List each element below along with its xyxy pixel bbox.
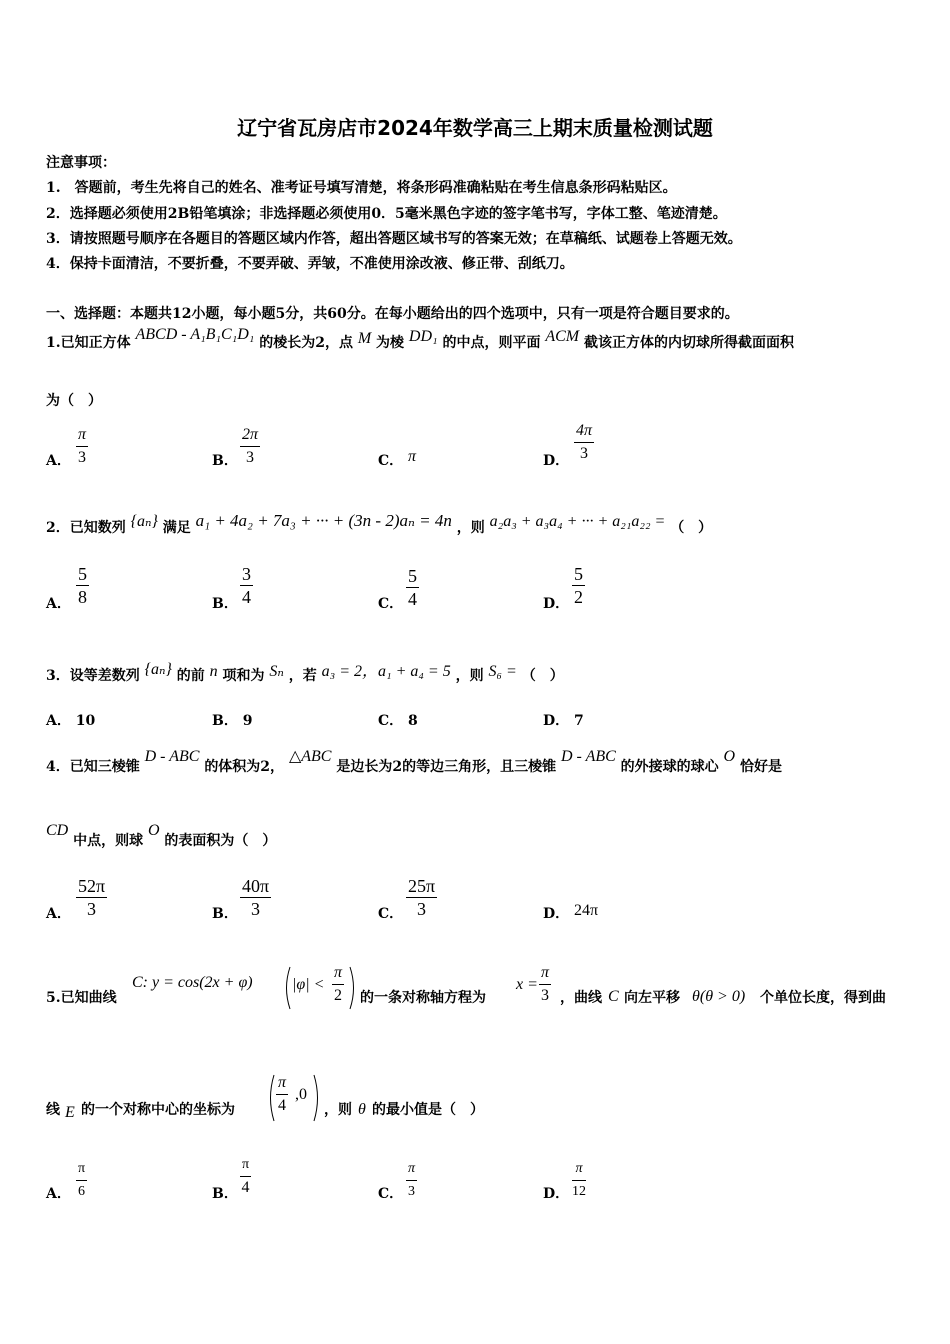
q5-axis-fraction: $\frac{\pi}{3}$ <box>541 964 550 1004</box>
q1-option-b-label: B． <box>212 453 238 469</box>
q5-condition-fraction: $\frac{\pi}{2}$ <box>334 964 343 1004</box>
q4-option-b-label: B． <box>212 906 238 922</box>
question-3 <box>46 662 564 685</box>
q5-option-c-label: C． <box>378 1186 404 1202</box>
q4-segment-cd: CD <box>46 822 69 839</box>
q3-text-3: 项和为 <box>222 668 265 684</box>
q1-option-a-value: $\frac{\pi}{3}$ <box>78 426 87 466</box>
question-1-line-1 <box>46 326 794 352</box>
q1-edge: DD₁ <box>408 328 438 345</box>
q5-left-paren <box>282 966 292 1010</box>
q1-text-1: 1.已知正方体 <box>46 335 131 351</box>
q3-s6: S₆ = <box>488 663 517 680</box>
q1-option-d-label: D． <box>543 453 570 469</box>
q2-option-a-label: A． <box>46 596 71 612</box>
q5-option-d-value: $\frac{\pi}{12}$ <box>572 1158 586 1203</box>
q4-pyramid-2: D - ABC <box>560 748 616 765</box>
q4-option-d-label: D． <box>543 906 570 922</box>
q4-option-c-value: $\frac{25\pi}{3}$ <box>408 876 436 919</box>
q5-curve: C: y = cos(2x + φ) <box>132 974 253 991</box>
q4-pyramid: D - ABC <box>144 748 200 765</box>
question-1-line-2: 为（ ） <box>46 393 102 409</box>
q2-option-d-value: $\frac{5}{2}$ <box>574 564 583 607</box>
q5-axis: x = <box>516 976 538 993</box>
q3-text-5: ，则 <box>455 668 484 684</box>
q5-center-tail: ,0 <box>295 1086 307 1103</box>
q5-text-4: 向左平移 <box>624 990 680 1006</box>
q5-center-left-paren <box>266 1074 276 1122</box>
q5-option-b-label: B． <box>212 1186 238 1202</box>
q5-option-d-label: D． <box>543 1186 570 1202</box>
q5-text-7: 的一个对称中心的坐标为 <box>81 1102 235 1118</box>
q4-option-b-value: $\frac{40\pi}{3}$ <box>242 876 270 919</box>
q5-option-b-value: $\frac{\pi}{4}$ <box>240 1154 251 1199</box>
q4-text-1: 4．已知三棱锥 <box>46 759 140 775</box>
notice-heading: 注意事项： <box>46 155 116 171</box>
q3-text-4: ，若 <box>288 668 317 684</box>
q5-text-2: 的一条对称轴方程为 <box>360 990 486 1006</box>
q5-text-5: 个单位长度，得到曲 <box>760 990 886 1006</box>
q3-option-b: B． 9 <box>212 713 253 729</box>
q4-text-7: 的表面积为（ ） <box>164 833 277 849</box>
q4-text-6: 中点，则球 <box>73 833 144 849</box>
q3-text-6: （ ） <box>521 668 564 684</box>
q4-center-o: O <box>723 748 736 765</box>
q4-text-4: 的外接球的球心 <box>620 759 719 775</box>
q1-text-5: 截该正方体的内切球所得截面面积 <box>584 335 794 351</box>
q5-text-3: ，曲线 <box>560 990 602 1006</box>
q3-text-1: 3．设等差数列 <box>46 668 140 684</box>
q2-equation: a₁ + 4a₂ + 7a₃ + ··· + (3n - 2)aₙ = 4n <box>195 511 452 530</box>
section-heading: 一、选择题：本题共12小题，每小题5分，共60分。在每小题给出的四个选项中，只有一项是符合题目要求的。 <box>46 306 739 322</box>
q4-text-2: 的体积为2， <box>204 759 285 775</box>
q5-text-8: ，则 <box>324 1102 352 1118</box>
q1-option-c-label: C． <box>378 453 404 469</box>
q4-option-d-value: 24π <box>574 902 599 919</box>
q1-option-b-value: $\frac{2\pi}{3}$ <box>242 426 259 466</box>
q1-text-3: 为棱 <box>376 335 405 351</box>
q5-text-9: 的最小值是（ ） <box>372 1102 484 1118</box>
q3-option-a: A． 10 <box>46 713 96 729</box>
q5-text-6: 线 <box>46 1102 60 1118</box>
q1-point-m: M <box>357 330 372 347</box>
q4-option-a-value: $\frac{52\pi}{3}$ <box>78 876 106 919</box>
q2-option-c-label: C． <box>378 596 404 612</box>
q4-option-c-label: C． <box>378 906 404 922</box>
notice-item-1: 1. 答题前，考生先将自己的姓名、准考证号填写清楚，将条形码准确粘贴在考生信息条形码粘贴区。 <box>46 180 677 196</box>
q3-option-c: C． 8 <box>378 713 418 729</box>
q2-option-c-value: $\frac{5}{4}$ <box>408 566 417 609</box>
q1-text-4: 的中点，则平面 <box>442 335 541 351</box>
q3-sn: Sₙ <box>269 663 284 680</box>
q4-text-3: 是边长为2的等边三角形，且三棱锥 <box>336 759 557 775</box>
q5-option-a-value: $\frac{\pi}{6}$ <box>76 1158 87 1203</box>
q2-option-a-value: $\frac{5}{8}$ <box>78 564 87 607</box>
q5-center-right-paren <box>312 1074 322 1122</box>
q5-condition: |φ| < <box>292 976 325 993</box>
q2-option-b-value: $\frac{3}{4}$ <box>242 564 251 607</box>
q4-sphere-o: O <box>147 822 160 839</box>
q2-option-d-label: D． <box>543 596 570 612</box>
q1-option-c-value: π <box>408 448 417 465</box>
q2-text-3: ，则 <box>456 520 485 536</box>
q1-plane: ACM <box>545 328 580 345</box>
page-title: 辽宁省瓦房店市2024年数学高三上期末质量检测试题 <box>237 116 713 140</box>
notice-item-3: 3．请按照题号顺序在各题目的答题区域内作答，超出答题区域书写的答案无效；在草稿纸、试题卷上答题无效。 <box>46 231 742 247</box>
q4-triangle: △ABC <box>288 748 332 765</box>
q2-text-1: 2．已知数列 <box>46 520 126 536</box>
q3-n: n <box>209 663 218 680</box>
q2-text-4: （ ） <box>670 520 713 536</box>
q5-right-paren <box>348 966 358 1010</box>
q2-sequence: {aₙ} <box>130 513 158 530</box>
q5-theta: θ <box>358 1101 366 1118</box>
notice-item-4: 4．保持卡面清洁，不要折叠，不要弄破、弄皱，不准使用涂改液、修正带、刮纸刀。 <box>46 256 574 272</box>
q5-text-1: 5.已知曲线 <box>46 990 117 1006</box>
q1-cube: ABCD - A₁B₁C₁D₁ <box>135 326 255 343</box>
q5-option-a-label: A． <box>46 1186 71 1202</box>
q2-sum: a₂a₃ + a₃a₄ + ··· + a₂₁a₂₂ = <box>489 513 666 530</box>
q1-option-d-value: $\frac{4\pi}{3}$ <box>576 422 593 462</box>
q4-text-5: 恰好是 <box>739 759 782 775</box>
q5-option-c-value: $\frac{\pi}{3}$ <box>406 1158 417 1203</box>
q5-curve-e: E <box>65 1104 75 1121</box>
q5-curve-c: C <box>608 988 619 1005</box>
question-4-line-2 <box>46 822 277 850</box>
q1-text-2: 的棱长为2，点 <box>259 335 353 351</box>
question-4-line-1 <box>46 748 782 776</box>
question-2 <box>46 511 713 537</box>
q2-option-b-label: B． <box>212 596 238 612</box>
q3-option-d: D． 7 <box>543 713 584 729</box>
q1-option-a-label: A． <box>46 453 71 469</box>
q4-option-a-label: A． <box>46 906 71 922</box>
q3-text-2: 的前 <box>176 668 205 684</box>
notice-item-2: 2．选择题必须使用2B铅笔填涂；非选择题必须使用0．5毫米黑色字迹的签字笔书写，字体工整、笔迹清楚。 <box>46 206 727 222</box>
q3-conditions: a₃ = 2，a₁ + a₄ = 5 <box>321 663 451 680</box>
q3-sequence: {aₙ} <box>144 661 172 678</box>
q2-text-2: 满足 <box>162 520 191 536</box>
q5-center-fraction: $\frac{\pi}{4}$ <box>278 1074 287 1114</box>
q5-theta-condition: θ(θ > 0) <box>692 988 746 1005</box>
